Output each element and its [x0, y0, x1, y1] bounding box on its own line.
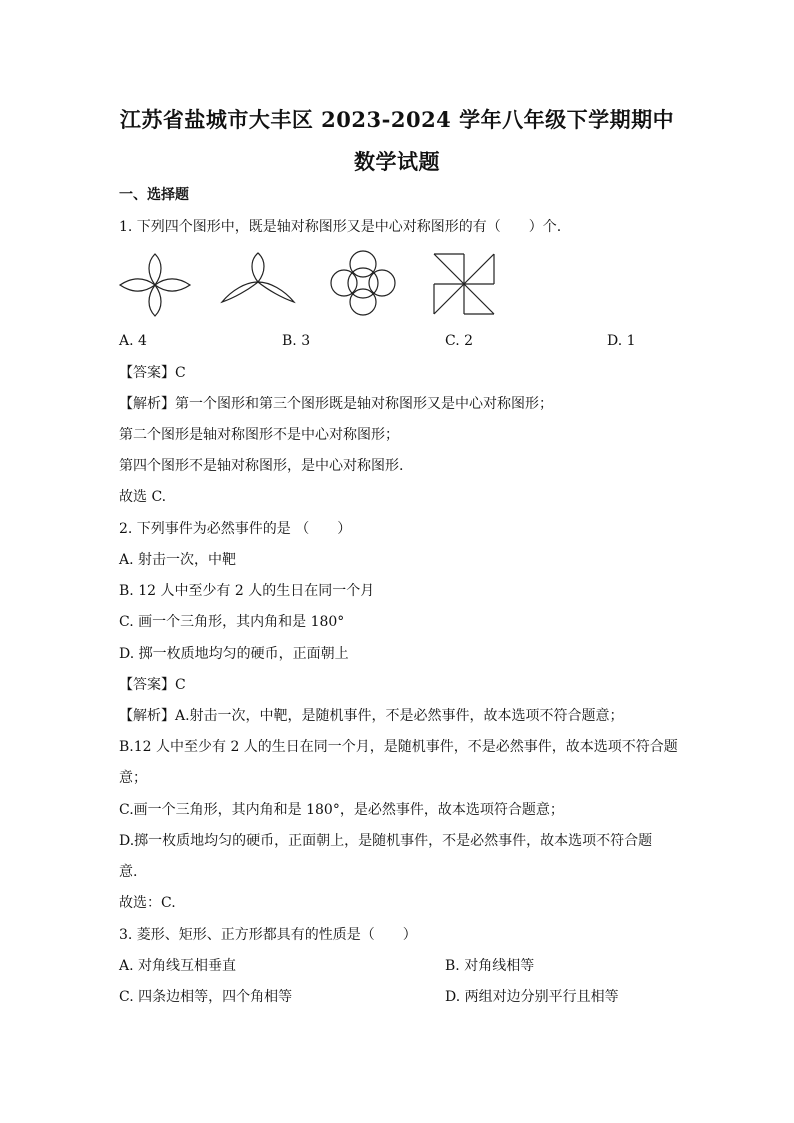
pinwheel-figure	[432, 252, 496, 316]
question-1-option-b: B. 3	[282, 333, 311, 349]
question-1-answer: 【答案】C	[119, 365, 186, 381]
question-3-option-b: B. 对角线相等	[445, 958, 535, 974]
question-2-conclusion: 故选：C.	[119, 895, 176, 911]
question-2-analysis-line: 【解析】A.射击一次，中靶，是随机事件，不是必然事件，故本选项不符合题意；	[119, 708, 624, 724]
question-3-option-d: D. 两组对边分别平行且相等	[445, 989, 619, 1005]
question-3-option-a: A. 对角线互相垂直	[119, 958, 237, 974]
four-petal-flower-figure	[117, 252, 193, 318]
question-2-option-c: C. 画一个三角形，其内角和是 180°	[119, 614, 345, 630]
question-2-option-b: B. 12 人中至少有 2 人的生日在同一个月	[119, 583, 375, 599]
question-1-option-c: C. 2	[445, 333, 474, 349]
question-1-conclusion: 故选 C.	[119, 489, 167, 505]
document-title: 江苏省盐城市大丰区 2023-2024 学年八年级下学期期中	[119, 107, 675, 132]
question-2-analysis-line: 意；	[119, 770, 147, 786]
question-3-stem: 3. 菱形、矩形、正方形都具有的性质是（ ）	[119, 927, 417, 943]
question-1-option-d: D. 1	[607, 333, 636, 349]
question-2-option-a: A. 射击一次，中靶	[119, 552, 237, 568]
document-subtitle: 数学试题	[354, 149, 440, 174]
question-2-stem: 2. 下列事件为必然事件的是 （ ）	[119, 521, 352, 537]
question-2-option-d: D. 掷一枚质地均匀的硬币，正面朝上	[119, 646, 349, 662]
question-1-analysis-line: 第二个图形是轴对称图形不是中心对称图形；	[119, 427, 399, 443]
question-2-analysis-line: D.掷一枚质地均匀的硬币，正面朝上，是随机事件，不是必然事件，故本选项不符合题	[119, 833, 653, 849]
section-heading: 一、选择题	[119, 187, 189, 203]
question-1-option-a: A. 4	[119, 333, 147, 349]
question-2-answer: 【答案】C	[119, 677, 186, 693]
question-1-analysis-line: 【解析】第一个图形和第三个图形既是轴对称图形又是中心对称图形；	[119, 396, 553, 412]
question-3-option-c: C. 四条边相等，四个角相等	[119, 989, 293, 1005]
question-1-analysis-line: 第四个图形不是轴对称图形，是中心对称图形.	[119, 458, 404, 474]
three-petal-figure	[220, 252, 296, 308]
question-2-analysis-line: B.12 人中至少有 2 人的生日在同一个月，是随机事件，不是必然事件，故本选项不符合题	[119, 739, 678, 755]
question-1-stem: 1. 下列四个图形中，既是轴对称图形又是中心对称图形的有（ ）个.	[119, 219, 562, 235]
question-2-analysis-line: 意.	[119, 864, 138, 880]
five-circle-flower-figure	[330, 250, 396, 316]
question-2-analysis-line: C.画一个三角形，其内角和是 180°，是必然事件，故本选项符合题意；	[119, 802, 564, 818]
